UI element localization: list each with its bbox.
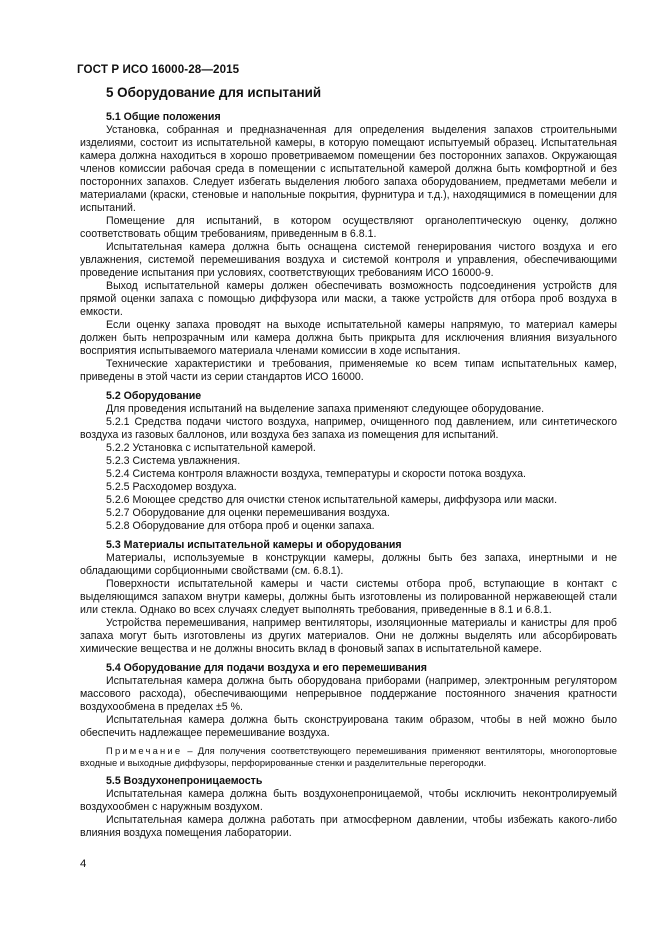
list-item: 5.2.6 Моющее средство для очистки стенок испытательной камеры, диффузора или маски. [106, 494, 558, 506]
paragraph: Для проведения испытаний на выделение запаха применяют следующее оборудование. [106, 403, 545, 415]
chapter-title: 5 Оборудование для испытаний [106, 85, 322, 100]
section-5-2 [80, 390, 617, 533]
paragraph: Испытательная камера должна работать при атмосферном давлении, чтобы избежать какого-либо влияния воздуха помещения лаборатории. [80, 814, 617, 839]
paragraph: Поверхности испытательной камеры и части системы отбора проб, вступающие в контакт с выделяющимся запахом внутри камеры, должны быть изготовлены из полированной нержавеющей стали или стекла. Однако во всех случаях следует выполнять требования, приведенные в 8.1 и 6.8.1. [80, 578, 617, 616]
list-item: 5.2.7 Оборудование для оценки перемешивания воздуха. [106, 507, 390, 519]
document-code-header: ГОСТ Р ИСО 16000-28—2015 [77, 63, 240, 76]
section-title: 5.3 Материалы испытательной камеры и оборудования [106, 539, 402, 551]
paragraph: Испытательная камера должна быть сконструирована таким образом, чтобы в ней можно было обеспечить надлежащее перемешивание воздуха. [80, 714, 617, 739]
list-item: 5.2.5 Расходомер воздуха. [106, 481, 237, 493]
paragraph: Установка, собранная и предназначенная для определения выделения запахов строительными изделиями, состоит из испытательной камеры, в которую помещают испытуемый образец. Испытательная камера должна находиться в хорошо проветриваемом помещении без посторонних запахов. Окружающая членов комиссии рабочая среда в помещении с испытательной камерой должна быть комфортной и без посторонних запахов. Следует избегать выделения любого запаха оборудованием, предметами мебели и материалами (краски, стеновые и напольные покрытия, фурнитура и т.д.), находящимися в помещении для испытаний. [80, 124, 617, 214]
note-label: Примечание [106, 745, 183, 756]
list-item: 5.2.8 Оборудование для отбора проб и оценки запаха. [106, 520, 375, 532]
paragraph: Если оценку запаха проводят на выходе испытательной камеры напрямую, то материал камеры должен быть непрозрачным или камера должна быть прикрыта для исключения влияния визуального восприятия испытываемого материала членами комиссии в ходе испытания. [80, 319, 617, 357]
list-item: 5.2.1 Средства подачи чистого воздуха, например, очищенного под давлением, или синтетического воздуха из газовых баллонов, или воздуха без запаха из помещения для испытаний. [80, 416, 617, 441]
section-title: 5.1 Общие положения [106, 111, 221, 123]
paragraph: Испытательная камера должна быть воздухонепроницаемой, чтобы исключить неконтролируемый воздухообмен с наружным воздухом. [80, 788, 617, 813]
paragraph: Материалы, используемые в конструкции камеры, должны быть без запаха, инертными и не обладающими сорбционными свойствами (см. 6.8.1). [80, 552, 617, 577]
paragraph: Выход испытательной камеры должен обеспечивать возможность подсоединения устройств для прямой оценки запаха с помощью диффузора или маски, а также устройств для отбора проб воздуха в емкости. [80, 280, 617, 318]
paragraph: Устройства перемешивания, например вентиляторы, изоляционные материалы и канистры для проб запаха могут быть изготовлены из других материалов. Они не должны выделять или абсорбировать химические вещества и не должны вносить вклад в фоновый запах в испытательной камере. [80, 617, 617, 655]
list-item: 5.2.3 Система увлажнения. [106, 455, 241, 467]
note [80, 745, 617, 769]
section-5-3 [80, 539, 617, 656]
list-item: 5.2.4 Система контроля влажности воздуха, температуры и скорости потока воздуха. [106, 468, 526, 480]
section-title: 5.5 Воздухонепроницаемость [106, 775, 263, 787]
section-5-1 [80, 111, 617, 384]
paragraph: Испытательная камера должна быть оборудована приборами (например, электронным регулятором массового расхода), обеспечивающими непрерывное поддержание постоянного значения кратности воздухообмена в пределах ±5 %. [80, 675, 617, 713]
section-5-5 [80, 775, 617, 840]
page-number: 4 [80, 858, 87, 870]
list-item: 5.2.2 Установка с испытательной камерой. [106, 442, 316, 454]
page-content [80, 84, 617, 840]
note-text: – Для получения соответствующего перемешивания применяют вентиляторы, многопортовые входные и выходные диффузоры, перфорированные стенки и разделительные перегородки. [80, 745, 617, 768]
section-title: 5.2 Оборудование [106, 390, 202, 402]
paragraph: Испытательная камера должна быть оснащена системой генерирования чистого воздуха и его увлажнения, системой перемешивания воздуха и системой контроля и управления, обеспечивающими проведение испытания при условиях, соответствующих требованиям ИСО 16000-9. [80, 241, 617, 279]
paragraph: Помещение для испытаний, в котором осуществляют органолептическую оценку, должно соответствовать общим требованиям, приведенным в 6.8.1. [80, 215, 617, 240]
section-title: 5.4 Оборудование для подачи воздуха и его перемешивания [106, 662, 427, 674]
section-5-4 [80, 662, 617, 769]
paragraph: Технические характеристики и требования, применяемые ко всем типам испытательных камер, приведены в этой части из серии стандартов ИСО 16000. [80, 358, 617, 383]
